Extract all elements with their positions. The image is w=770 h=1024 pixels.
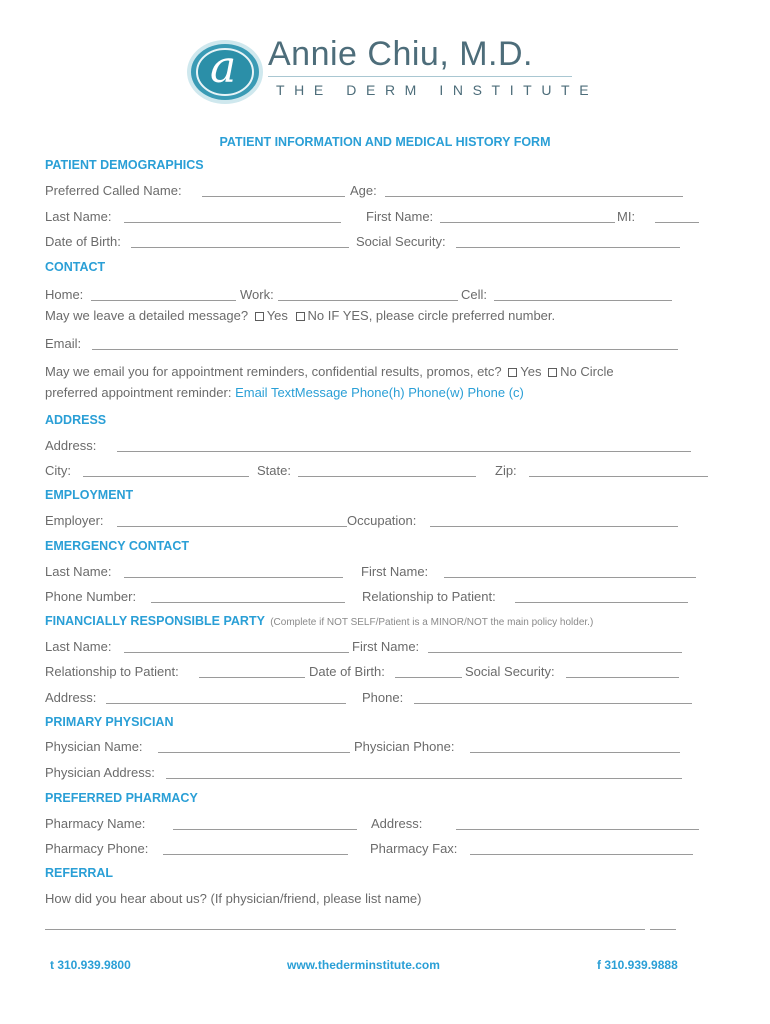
pharmacy-fax-field[interactable] xyxy=(470,854,693,855)
state-field[interactable] xyxy=(298,476,476,477)
message-no-label: No IF YES, please circle preferred number. xyxy=(307,308,556,323)
section-pharmacy: PREFERRED PHARMACY xyxy=(45,791,198,805)
state-label: State: xyxy=(257,463,291,478)
physician-name-label: Physician Name: xyxy=(45,739,143,754)
section-emergency-contact: EMERGENCY CONTACT xyxy=(45,539,189,553)
email-label: Email: xyxy=(45,336,82,351)
section-address: ADDRESS xyxy=(45,413,107,427)
city-label: City: xyxy=(45,463,71,478)
ssn-field[interactable] xyxy=(456,247,680,248)
financial-ssn-label: Social Security: xyxy=(465,664,555,679)
referral-question: How did you hear about us? (If physician/friend, please list name) xyxy=(45,891,422,906)
home-label: Home: xyxy=(45,287,84,302)
logo xyxy=(180,30,600,110)
emergency-phone-label: Phone Number: xyxy=(45,589,137,604)
message-no-checkbox[interactable] xyxy=(296,312,305,321)
financial-address-field[interactable] xyxy=(106,703,346,704)
institute-name: THE DERM INSTITUTE xyxy=(276,82,599,98)
message-yes-label: Yes xyxy=(266,308,288,323)
emergency-phone-field[interactable] xyxy=(151,602,345,603)
financial-ssn-field[interactable] xyxy=(566,677,679,678)
address-field[interactable] xyxy=(117,451,691,452)
email-question xyxy=(45,364,614,379)
last-name-label: Last Name: xyxy=(45,209,112,224)
financial-relationship-label: Relationship to Patient: xyxy=(45,664,179,679)
reminder-prefix: preferred appointment reminder: xyxy=(45,385,232,400)
ssn-label: Social Security: xyxy=(356,234,446,249)
physician-address-label: Physician Address: xyxy=(45,765,155,780)
financial-first-name-label: First Name: xyxy=(352,639,420,654)
employer-label: Employer: xyxy=(45,513,104,528)
city-field[interactable] xyxy=(83,476,249,477)
section-employment: EMPLOYMENT xyxy=(45,488,134,502)
occupation-field[interactable] xyxy=(430,526,678,527)
emergency-relationship-label: Relationship to Patient: xyxy=(362,589,496,604)
address-label: Address: xyxy=(45,438,97,453)
employer-field[interactable] xyxy=(117,526,347,527)
zip-field[interactable] xyxy=(529,476,708,477)
financial-first-name-field[interactable] xyxy=(428,652,682,653)
home-field[interactable] xyxy=(91,300,236,301)
financial-relationship-field[interactable] xyxy=(199,677,305,678)
referral-field[interactable] xyxy=(45,929,645,930)
mi-field[interactable] xyxy=(655,222,699,223)
pharmacy-name-label: Pharmacy Name: xyxy=(45,816,146,831)
work-field[interactable] xyxy=(278,300,458,301)
financial-address-label: Address: xyxy=(45,690,97,705)
work-label: Work: xyxy=(240,287,274,302)
logo-letter: a xyxy=(210,42,237,93)
physician-phone-field[interactable] xyxy=(470,752,680,753)
financial-last-name-label: Last Name: xyxy=(45,639,112,654)
email-question-text: May we email you for appointment reminders, confidential results, promos, etc? xyxy=(45,364,502,379)
reminder-preference xyxy=(45,385,524,400)
physician-address-field[interactable] xyxy=(166,778,682,779)
section-demographics: PATIENT DEMOGRAPHICS xyxy=(45,158,204,172)
financial-phone-label: Phone: xyxy=(362,690,404,705)
emergency-last-name-field[interactable] xyxy=(124,577,343,578)
last-name-field[interactable] xyxy=(124,222,341,223)
pharmacy-address-label: Address: xyxy=(371,816,423,831)
reminder-options[interactable]: Email TextMessage Phone(h) Phone(w) Phone (c) xyxy=(235,385,524,400)
email-no-checkbox[interactable] xyxy=(548,368,557,377)
age-field[interactable] xyxy=(385,196,683,197)
preferred-name-field[interactable] xyxy=(202,196,345,197)
section-physician: PRIMARY PHYSICIAN xyxy=(45,715,174,729)
age-label: Age: xyxy=(350,183,377,198)
first-name-field[interactable] xyxy=(440,222,615,223)
referral-field-end[interactable] xyxy=(650,929,676,930)
message-question xyxy=(45,308,555,323)
financial-heading: FINANCIALLY RESPONSIBLE PARTY xyxy=(45,614,265,628)
email-yes-checkbox[interactable] xyxy=(508,368,517,377)
emergency-first-name-label: First Name: xyxy=(361,564,429,579)
section-financial xyxy=(45,614,593,628)
email-field[interactable] xyxy=(92,349,678,350)
email-no-label: No Circle xyxy=(560,364,614,379)
dob-field[interactable] xyxy=(131,247,349,248)
pharmacy-phone-field[interactable] xyxy=(163,854,348,855)
doctor-name: Annie Chiu, M.D. xyxy=(268,35,533,73)
financial-last-name-field[interactable] xyxy=(124,652,349,653)
section-referral: REFERRAL xyxy=(45,866,114,880)
preferred-name-label: Preferred Called Name: xyxy=(45,183,182,198)
form-title: PATIENT INFORMATION AND MEDICAL HISTORY FORM xyxy=(219,135,551,149)
pharmacy-fax-label: Pharmacy Fax: xyxy=(370,841,458,856)
occupation-label: Occupation: xyxy=(347,513,417,528)
cell-label: Cell: xyxy=(461,287,488,302)
dob-label: Date of Birth: xyxy=(45,234,121,249)
physician-name-field[interactable] xyxy=(158,752,350,753)
physician-phone-label: Physician Phone: xyxy=(354,739,455,754)
emergency-last-name-label: Last Name: xyxy=(45,564,112,579)
message-yes-checkbox[interactable] xyxy=(255,312,264,321)
message-question-text: May we leave a detailed message? xyxy=(45,308,249,323)
pharmacy-phone-label: Pharmacy Phone: xyxy=(45,841,149,856)
footer-phone: t 310.939.9800 xyxy=(50,958,131,972)
footer-website[interactable]: www.thederminstitute.com xyxy=(287,958,440,972)
footer-fax: f 310.939.9888 xyxy=(597,958,678,972)
emergency-first-name-field[interactable] xyxy=(444,577,696,578)
financial-dob-field[interactable] xyxy=(395,677,462,678)
emergency-relationship-field[interactable] xyxy=(515,602,688,603)
pharmacy-address-field[interactable] xyxy=(456,829,699,830)
financial-note: (Complete if NOT SELF/Patient is a MINOR/NOT the main policy holder.) xyxy=(270,617,594,628)
email-yes-label: Yes xyxy=(520,364,542,379)
mi-label: MI: xyxy=(617,209,636,224)
first-name-label: First Name: xyxy=(366,209,434,224)
pharmacy-name-field[interactable] xyxy=(173,829,357,830)
section-contact: CONTACT xyxy=(45,260,106,274)
financial-dob-label: Date of Birth: xyxy=(309,664,385,679)
financial-phone-field[interactable] xyxy=(414,703,692,704)
zip-label: Zip: xyxy=(495,463,517,478)
cell-field[interactable] xyxy=(494,300,672,301)
